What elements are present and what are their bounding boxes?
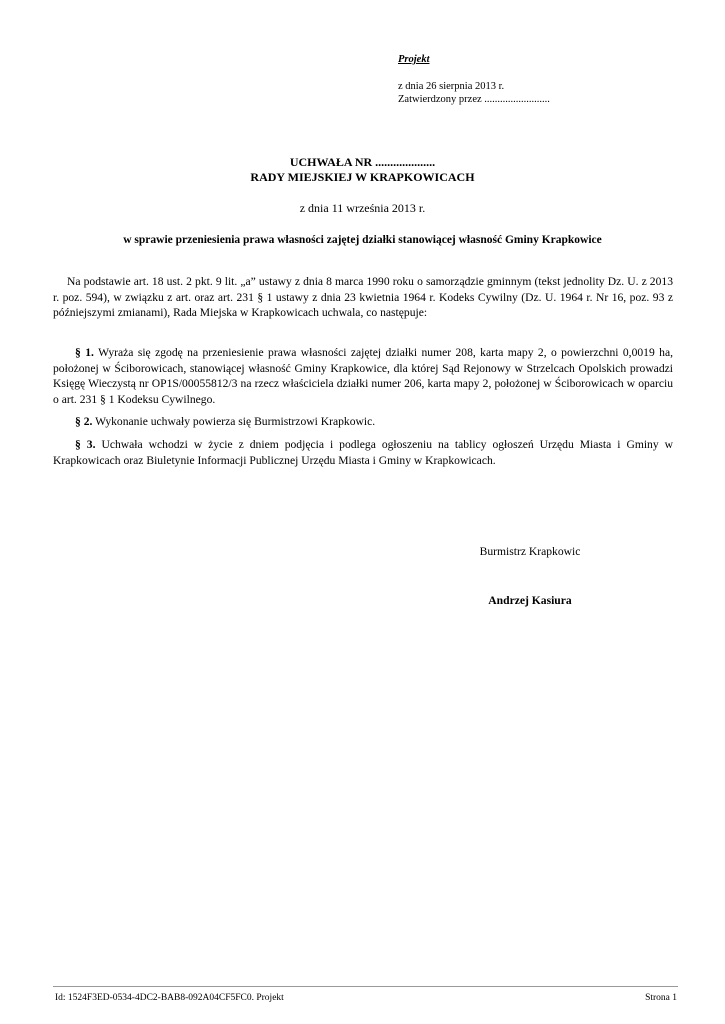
document-id: Id: 1524F3ED-0534-4DC2-BAB8-092A04CF5FC0. Projekt (55, 993, 284, 1003)
resolution-date: z dnia 11 września 2013 r. (299, 201, 426, 215)
signatory-name: Andrzej Kasiura (488, 594, 572, 607)
paragraph-3 (53, 437, 673, 468)
preamble: Na podstawie art. 18 ust. 2 pkt. 9 lit. „a” ustawy z dnia 8 marca 1990 roku o samorządzie gminnym (tekst jednolity Dz. U. z 2013 r. poz. 594), w związku z art. oraz art. 231 § 1 ustawy z dnia 23 kwietnia 1964 r. Kodeks Cywilny (Dz. U. 1964 r. Nr 16, poz. 93 z późniejszymi zmianami), Rada Miejska w Krapkowicach uchwala, co następuje: (53, 275, 673, 319)
paragraph-mark: § 3. (75, 438, 96, 451)
approved-by-line: Zatwierdzony przez ......................... (398, 94, 550, 105)
paragraph-text: Wykonanie uchwały powierza się Burmistrzowi Krapkowic. (95, 415, 376, 428)
signatory-title: Burmistrz Krapkowic (479, 545, 581, 558)
resolution-subject: w sprawie przeniesienia prawa własności zajętej działki stanowiącej własność Gminy Krapkowice (123, 234, 602, 246)
resolution-title (0, 155, 725, 185)
paragraph-text: Uchwała wchodzi w życie z dniem podjęcia i podlega ogłoszeniu na tablicy ogłoszeń Urzędu Miasta i Gminy w Krapkowicach oraz Biuletynie Informacji Publicznej Urzędu Miasta i Gminy w Krapkowicach. (53, 438, 673, 467)
paragraph-1 (53, 345, 673, 407)
council-name: RADY MIEJSKIEJ W KRAPKOWICACH (250, 170, 475, 184)
page-number: Strona 1 (645, 993, 677, 1003)
resolution-number: UCHWAŁA NR .................... (289, 155, 436, 169)
footer-divider (53, 986, 678, 987)
project-date: z dnia 26 sierpnia 2013 r. (398, 81, 505, 92)
project-header (398, 53, 550, 106)
paragraph-text: Wyraża się zgodę na przeniesienie prawa własności zajętej działki numer 208, karta mapy 2, o powierzchni 0,0019 ha, położonej w Ściborowicach, stanowiącej własność Gminy Krapkowice, dla której Sąd Rejonowy w Strzelcach Opolskich prowadzi Księgę Wieczystą nr OP1S/00055812/3 na rzecz właściciela działki numer 206, karta mapy 2, położonej w Ściborowicach w oparciu o art. 231 § 1 Kodeksu Cywilnego. (53, 346, 673, 406)
paragraph-mark: § 2. (75, 415, 93, 428)
paragraph-mark: § 1. (75, 346, 94, 359)
paragraph-2 (53, 414, 673, 430)
project-label: Projekt (398, 54, 430, 65)
